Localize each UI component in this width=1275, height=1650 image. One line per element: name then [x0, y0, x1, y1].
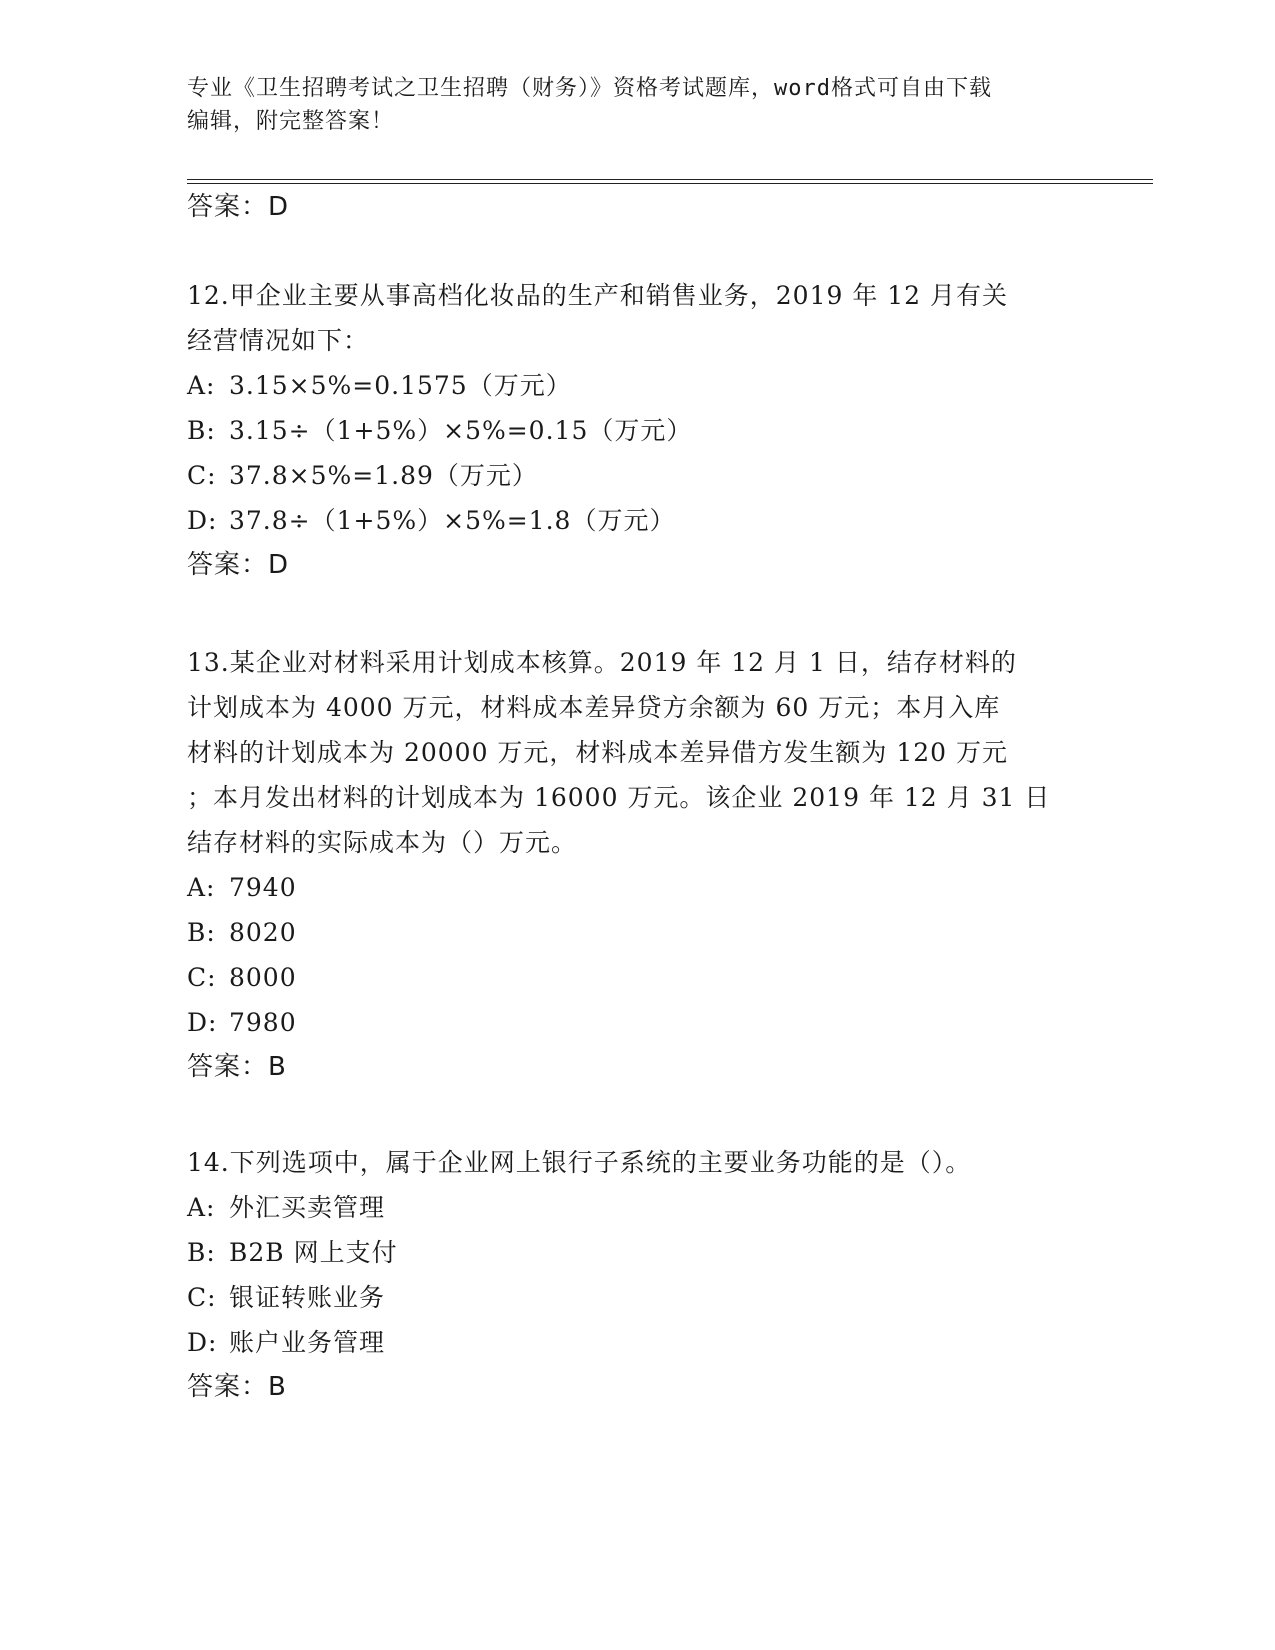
option-text: 3.15×5%=0.1575（万元）: [229, 371, 572, 400]
option-key: C:: [187, 461, 217, 490]
question-text-line: 经营情况如下：: [187, 326, 370, 355]
option-key: B:: [187, 416, 216, 445]
header-line-2: 编辑，附完整答案！: [187, 109, 395, 134]
option-key: C:: [187, 963, 217, 992]
option-text: 37.8×5%=1.89（万元）: [229, 461, 538, 490]
option-c: [187, 1275, 1087, 1320]
question-text-line: 计划成本为 4000 万元，材料成本差异贷方余额为 60 万元；本月入库: [187, 693, 1001, 722]
answer-label: 答案：B: [187, 1052, 287, 1082]
question-14: [187, 1140, 1087, 1410]
question-text-line: 13.某企业对材料采用计划成本核算。2019 年 12 月 1 日，结存材料的: [187, 648, 1017, 677]
question-text-line: 结存材料的实际成本为（）万元。: [187, 828, 578, 857]
option-key: B:: [187, 1238, 216, 1267]
header-divider-bottom: [187, 183, 1153, 184]
question-12: [187, 273, 1087, 588]
option-text: 账户业务管理: [229, 1328, 386, 1357]
answer-label: 答案：B: [187, 1372, 287, 1402]
option-key: A:: [187, 371, 216, 400]
question-text-line: 14.下列选项中，属于企业网上银行子系统的主要业务功能的是（）。: [187, 1148, 972, 1177]
option-text: 7980: [229, 1008, 297, 1037]
option-key: C:: [187, 1283, 217, 1312]
question-text-line: 材料的计划成本为 20000 万元，材料成本差异借方发生额为 120 万元: [187, 738, 1009, 767]
option-d: [187, 1320, 1087, 1365]
header-line-1: 专业《卫生招聘考试之卫生招聘（财务）》资格考试题库，word格式可自由下载: [187, 76, 992, 101]
option-key: A:: [187, 873, 216, 902]
option-key: D:: [187, 1328, 218, 1357]
option-b: [187, 408, 1087, 453]
option-c: [187, 453, 1087, 498]
option-b: [187, 1230, 1087, 1275]
document-header: [187, 72, 1067, 138]
question-text-line: 12.甲企业主要从事高档化妆品的生产和销售业务，2019 年 12 月有关: [187, 281, 1009, 310]
option-c: [187, 955, 1087, 1000]
previous-answer-block: [187, 185, 1087, 230]
option-key: B:: [187, 918, 216, 947]
option-d: [187, 1000, 1087, 1045]
question-13: [187, 640, 1087, 1090]
option-key: D:: [187, 506, 218, 535]
answer-label: 答案：D: [187, 550, 290, 580]
option-d: [187, 498, 1087, 543]
question-text-line: ；本月发出材料的计划成本为 16000 万元。该企业 2019 年 12 月 31 日: [187, 783, 1051, 812]
option-text: 37.8÷（1+5%）×5%=1.8（万元）: [229, 506, 676, 535]
option-b: [187, 910, 1087, 955]
header-divider-top: [187, 179, 1153, 180]
option-a: [187, 363, 1087, 408]
option-text: 银证转账业务: [229, 1283, 386, 1312]
option-a: [187, 865, 1087, 910]
answer-label: 答案：D: [187, 192, 290, 222]
option-key: D:: [187, 1008, 218, 1037]
option-text: 外汇买卖管理: [229, 1193, 386, 1222]
option-key: A:: [187, 1193, 216, 1222]
option-text: 8020: [229, 918, 297, 947]
option-text: 3.15÷（1+5%）×5%=0.15（万元）: [229, 416, 693, 445]
option-text: B2B 网上支付: [229, 1238, 398, 1267]
option-text: 7940: [229, 873, 297, 902]
option-a: [187, 1185, 1087, 1230]
option-text: 8000: [229, 963, 297, 992]
